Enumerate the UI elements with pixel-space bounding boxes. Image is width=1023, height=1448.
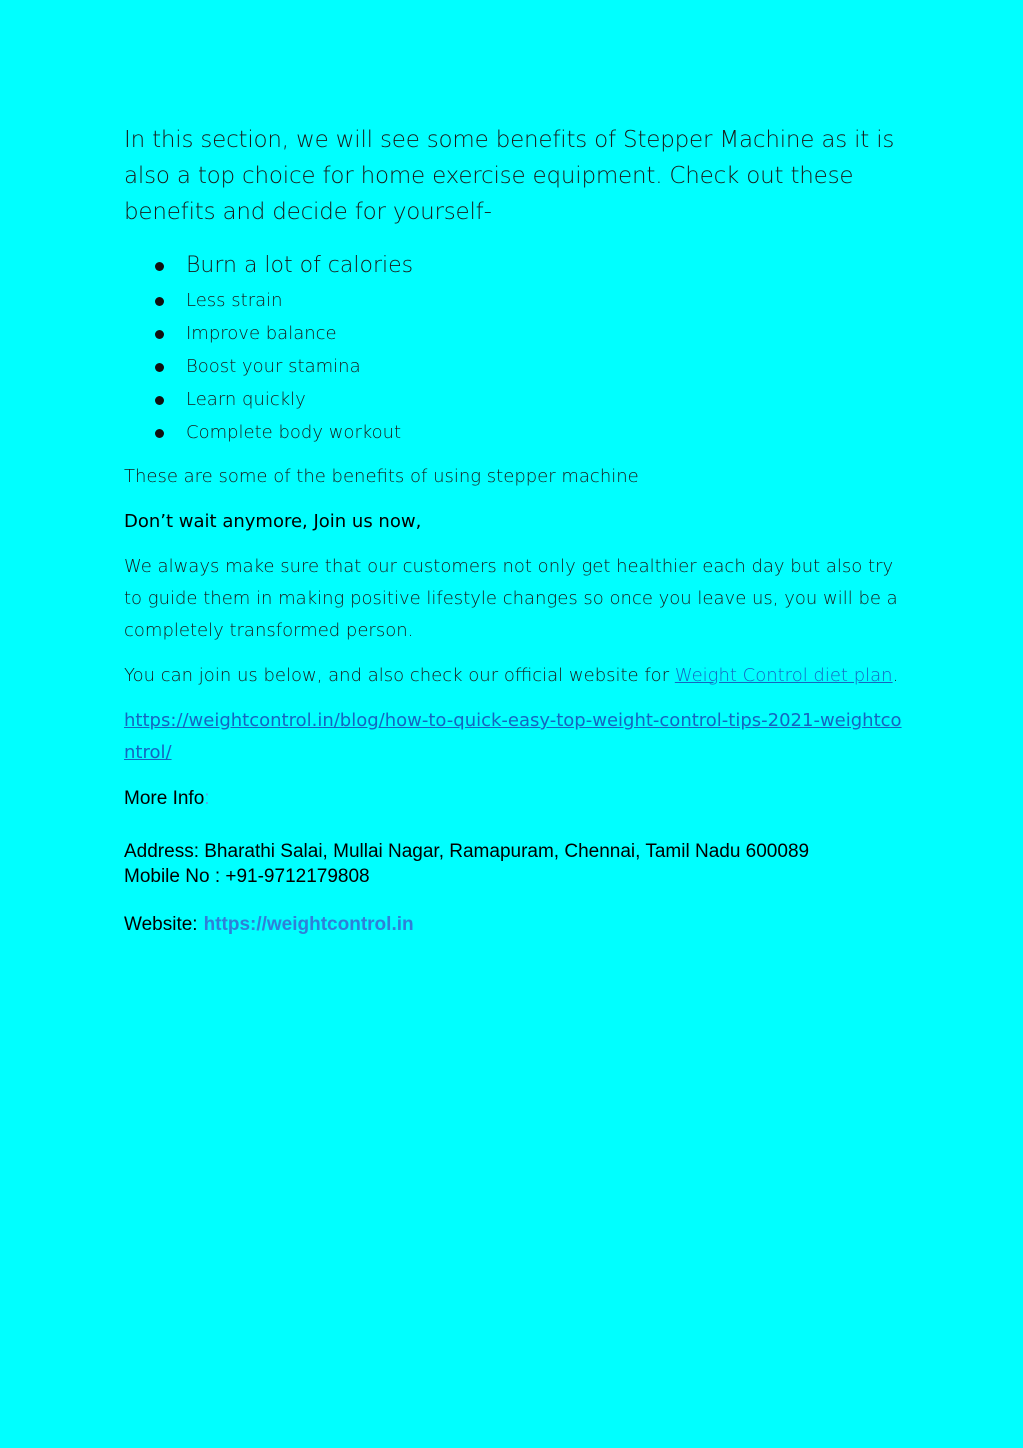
contact-block bbox=[124, 839, 904, 889]
list-item bbox=[124, 284, 904, 317]
bullet-icon bbox=[155, 396, 164, 405]
more-info-heading bbox=[124, 787, 904, 811]
list-item bbox=[124, 248, 904, 284]
blog-url-paragraph bbox=[124, 705, 904, 769]
benefit-label: Burn a lot of calories bbox=[186, 253, 414, 278]
call-to-action: Don’t wait anymore, Join us now, bbox=[124, 511, 422, 532]
more-info-colon: : bbox=[204, 788, 210, 809]
website-line bbox=[124, 913, 904, 937]
benefit-label: Improve balance bbox=[186, 323, 337, 344]
list-item bbox=[124, 383, 904, 416]
benefit-label: Complete body workout bbox=[186, 422, 402, 443]
list-item bbox=[124, 350, 904, 383]
benefits-list bbox=[124, 248, 904, 449]
more-info-label: More Info bbox=[124, 788, 205, 809]
blog-url-link[interactable]: https://weightcontrol.in/blog/how-to-quick-easy-top-weight-control-tips-2021-weightcontrol/ bbox=[124, 710, 902, 763]
list-item bbox=[124, 317, 904, 350]
page-content bbox=[124, 122, 904, 956]
benefit-label: Less strain bbox=[186, 290, 283, 311]
list-item bbox=[124, 416, 904, 449]
bullet-icon bbox=[155, 330, 164, 339]
join-paragraph bbox=[124, 660, 904, 692]
website-link[interactable]: https://weightcontrol.in bbox=[203, 914, 414, 935]
join-prefix-text: You can join us below, and also check our official website for bbox=[124, 665, 675, 686]
bullet-icon bbox=[155, 363, 164, 372]
mobile-line: Mobile No : +91-9712179808 bbox=[124, 866, 370, 887]
benefit-label: Learn quickly bbox=[186, 389, 306, 410]
benefit-label: Boost your stamina bbox=[186, 356, 361, 377]
address-line: Address: Bharathi Salai, Mullai Nagar, Ramapuram, Chennai, Tamil Nadu 600089 bbox=[124, 841, 810, 862]
join-suffix-text: . bbox=[892, 665, 899, 686]
bullet-icon bbox=[155, 429, 164, 438]
summary-text: These are some of the benefits of using stepper machine bbox=[124, 466, 639, 487]
commitment-paragraph: We always make sure that our customers not only get healthier each day but also try to guide them in making positive lifestyle changes so once you leave us, you will be a completely transformed person. bbox=[124, 556, 898, 641]
website-label: Website: bbox=[124, 914, 198, 935]
bullet-icon bbox=[155, 297, 164, 306]
diet-plan-link[interactable]: Weight Control diet plan bbox=[674, 665, 893, 686]
bullet-icon bbox=[155, 262, 164, 271]
intro-paragraph: In this section, we will see some benefits of Stepper Machine as it is also a top choice for home exercise equipment. Check out these benefits and decide for yourself- bbox=[124, 127, 895, 225]
